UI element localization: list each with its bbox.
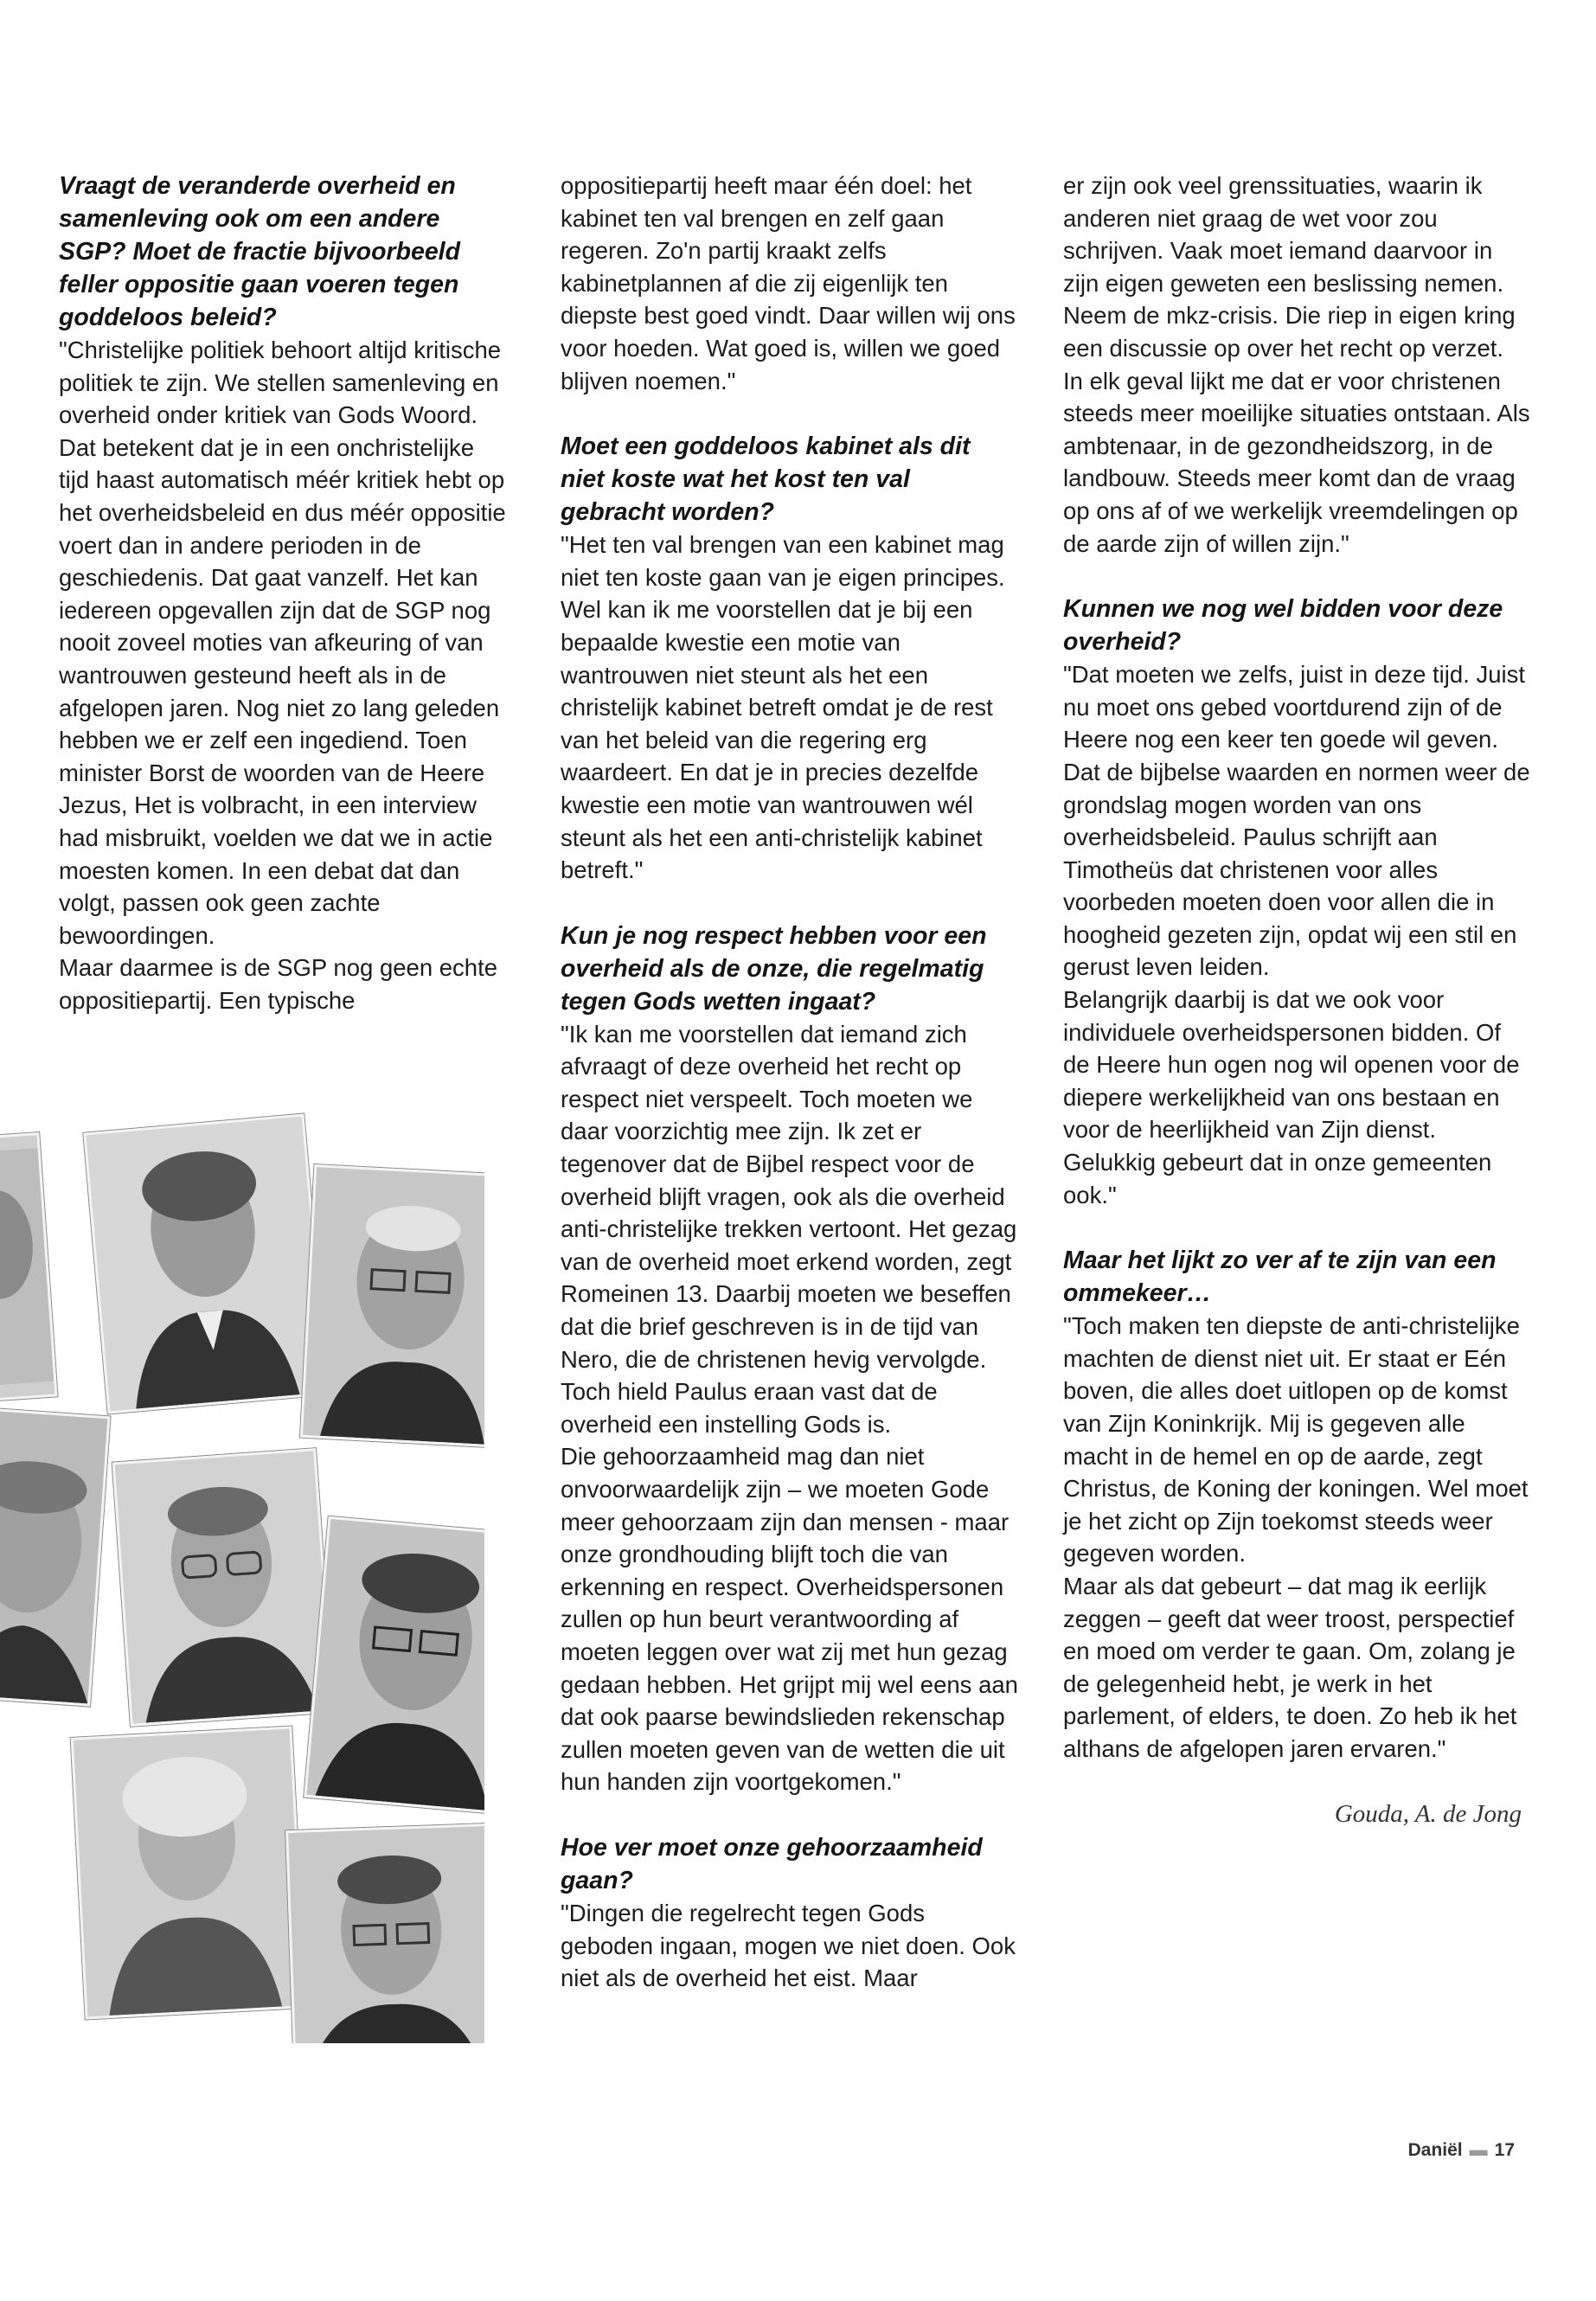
paragraph-spacer <box>561 887 1019 920</box>
page-number: 17 <box>1494 2140 1515 2160</box>
answer-paragraph: "Toch maken ten diepste de anti-christelijke machten de dienst niet uit. Er staat er Eén boven, die alles doet uitlopen op de komst van Zijn Koninkrijk. Mij is gegeven alle macht in de hemel en op de aarde, zegt Christus, de Koning der koningen. Wel moet je het zicht op Zijn toekomst steeds weer gegeven worden. <box>1063 1312 1529 1567</box>
answer-paragraph: "Dat moeten we zelfs, juist in deze tijd. Juist nu moet ons gebed voortdurend zijn of de Heere nog een keer ten goede wil geven. Dat de bijbelse waarden en normen weer de grondslag mogen worden van ons overheidsbeleid. Paulus schrijft aan Timotheüs dat christenen voor alles voorbeden moeten doen voor allen die in hoogheid gezeten zijn, opdat wij een stil en gerust leven leiden. <box>1063 661 1530 981</box>
answer-paragraph: "Christelijke politiek behoort altijd kritische politiek te zijn. We stellen samenleving en overheid onder kritiek van Gods Woord. Dat betekent dat je in een onchristelijke tijd haast automatisch méér kritiek hebt op het overheidsbeleid en dus méér oppositie voert dan in andere perioden in de geschiedenis. Dat gaat vanzelf. Het kan iedereen opgevallen zijn dat de SGP nog nooit zoveel moties van afkeuring of van wantrouwen gesteund heeft als in de afgelopen jaren. Nog niet zo lang geleden hebben we er zelf een ingediend. Toen minister Borst de woorden van de Heere Jezus, Het is volbracht, in een interview had misbruikt, voelden we dat we in actie moesten komen. In een debat dat dan volgt, passen ook geen zachte bewoordingen. <box>59 336 506 949</box>
answer-paragraph: In elk geval lijkt me dat er voor christenen steeds meer moeilijke situaties ontstaan. Als ambtenaar, in de gezondheidszorg, in de landbouw. Steeds meer komt dan de vraag op ons af of we werkelijk vreemdelingen op de aarde zijn of willen zijn." <box>1063 367 1530 557</box>
answer-paragraph: Maar daarmee is de SGP nog geen echte oppositiepartij. Een typische <box>59 954 498 1014</box>
question-heading: Kun je nog respect hebben voor een overheid als de onze, die regelmatig tegen Gods wetten ingaat? <box>561 921 987 1016</box>
paragraph-spacer <box>1063 1211 1530 1244</box>
article-column-1 <box>59 170 509 1016</box>
answer-paragraph: er zijn ook veel grenssituaties, waarin ik anderen niet graag de wet voor zou schrijven. Vaak moet iemand daarvoor in zijn eigen geweten een beslissing nemen. Neem de mkz-crisis. Die riep in eigen kring een discussie op over het recht op verzet. <box>1063 172 1516 362</box>
answer-paragraph: Maar als dat gebeurt – dat mag ik eerlijk zeggen – geeft dat weer troost, perspectief en moed om verder te gaan. Om, zolang je de gelegenheid hebt, je werk in het parlement, of elders, te doen. Zo heb ik het althans de afgelopen jaren ervaren." <box>1063 1572 1517 1762</box>
portrait-photo <box>112 1448 335 1727</box>
portrait-photo <box>71 1727 307 2020</box>
answer-paragraph: "Dingen die regelrecht tegen Gods geboden ingaan, mogen we niet doen. Ook niet als de overheid het eist. Maar <box>561 1899 1016 1992</box>
question-heading: Moet een goddeloos kabinet als dit niet koste wat het kost ten val gebracht worden? <box>561 433 971 527</box>
magazine-name: Daniël <box>1407 2140 1463 2160</box>
portrait-photo <box>0 1132 58 1402</box>
portrait-photo <box>285 1823 484 2043</box>
portrait-collage <box>0 1109 484 2043</box>
answer-paragraph: "Ik kan me voorstellen dat iemand zich afvraagt of deze overheid het recht op respect niet verspeelt. Toch moeten we daar voorzichtig mee zijn. Ik zet er tegenover dat de Bijbel respect voor de overheid blijft vragen, ook als die overheid anti-christelijke trekken vertoont. Het gezag van de overheid moet erkend worden, zegt Romeinen 13. Daarbij moeten we beseffen dat die brief geschreven is in de tijd van Nero, die de christenen hevig vervolgde. Toch hield Paulus eraan vast dat de overheid een instelling Gods is. <box>561 1020 1017 1438</box>
portrait-photo <box>0 1407 111 1706</box>
article-column-2 <box>561 170 1019 1995</box>
answer-paragraph: oppositiepartij heeft maar één doel: het kabinet ten val brengen en zelf gaan regeren. Zo'n partij kraakt zelfs kabinetplannen af die zij eigenlijk ten diepste best goed vindt. Daar willen wij ons voor hoeden. Wat goed is, willen we goed blijven noemen." <box>561 172 1016 394</box>
article-column-3 <box>1063 170 1530 1830</box>
paragraph-spacer <box>561 397 1019 430</box>
portrait-photo <box>304 1516 484 1814</box>
question-heading: Kunnen we nog wel bidden voor deze overheid? <box>1063 595 1503 657</box>
question-heading: Maar het lijkt zo ver af te zijn van een ommekeer… <box>1063 1247 1497 1308</box>
answer-paragraph: Belangrijk daarbij is dat we ook voor individuele overheidspersonen bidden. Of de Heere hun ogen nog wil openen voor de diepere werkelijkheid van ons bestaan en voor de heerlijkheid van Zijn dienst. Gelukkig gebeurt dat in onze gemeenten ook." <box>1063 986 1520 1208</box>
portrait-photo <box>300 1164 484 1448</box>
paragraph-spacer <box>1063 560 1530 593</box>
paragraph-spacer <box>561 1798 1019 1831</box>
question-heading: Vraagt de veranderde overheid en samenleving ook om een andere SGP? Moet de fractie bijvoorbeeld feller oppositie gaan voeren tegen goddeloos beleid? <box>59 172 461 331</box>
answer-paragraph: "Het ten val brengen van een kabinet mag niet ten koste gaan van je eigen principes. Wel kan ik me voorstellen dat je bij een bepaalde kwestie een motie van wantrouwen niet steunt als het een christelijk kabinet betreft omdat je de rest van het beleid van die regering erg waardeert. En dat je in precies dezelfde kwestie een motie van wantrouwen wél steunt als het een anti-christelijk kabinet betreft." <box>561 531 1005 884</box>
author-signature: Gouda, A. de Jong <box>1334 1799 1522 1828</box>
question-heading: Hoe ver moet onze gehoorzaamheid gaan? <box>561 1833 983 1894</box>
answer-paragraph: Die gehoorzaamheid mag dan niet onvoorwaardelijk zijn – we moeten Gode meer gehoorzaam zijn dan mensen - maar onze grondhouding blijft toch die van erkenning en respect. Overheidspersonen zullen op hun beurt verantwoording af moeten leggen over wat zij met hun gezag gedaan hebben. Het grijpt mij wel eens aan dat ook paarse bewindslieden rekenschap zullen moeten geven van de wetten die uit hun handen zijn voortgekomen." <box>561 1443 1018 1796</box>
portrait-photo <box>83 1113 328 1413</box>
page-footer: Daniël ▬ 17 <box>1407 2140 1515 2160</box>
